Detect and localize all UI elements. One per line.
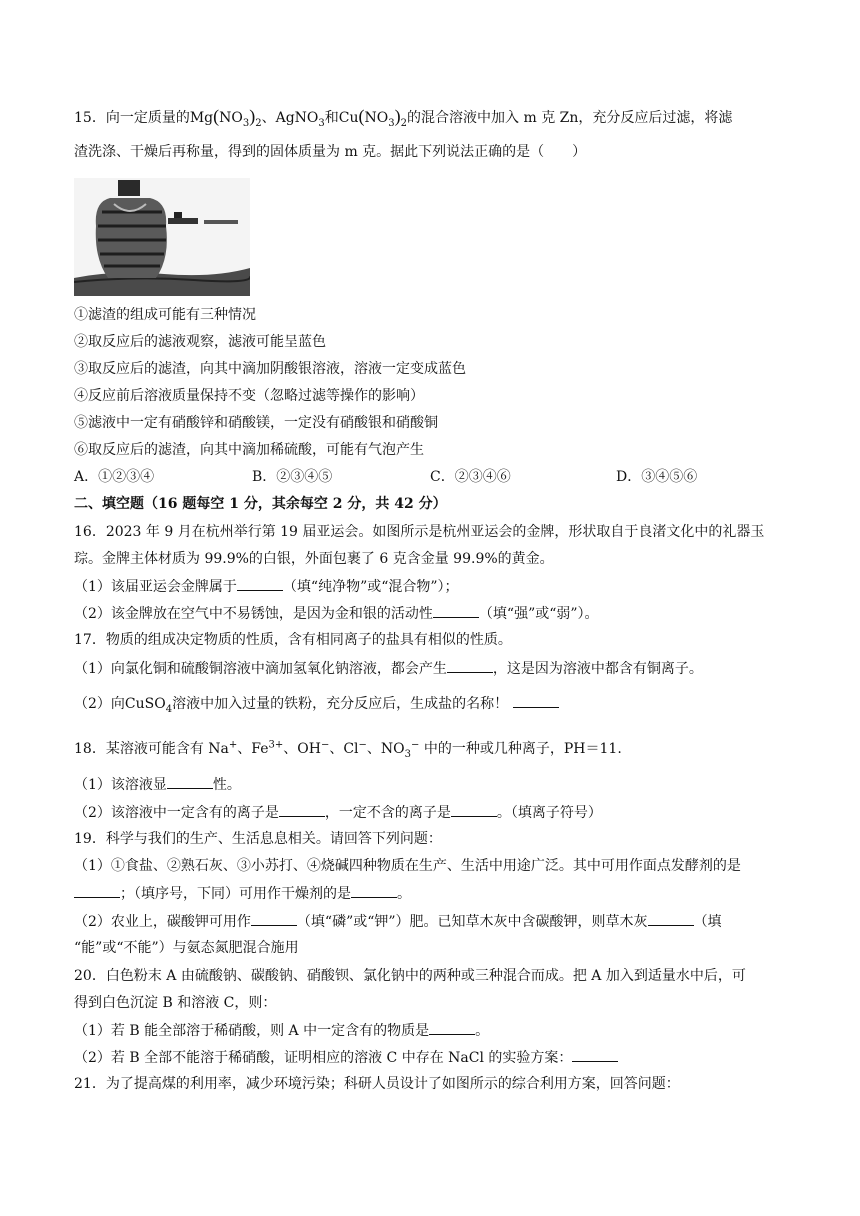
q16-line2: 琮。金牌主体材质为 99.9%的白银，外面包裹了 6 克含金量 99.9%的黄金。 bbox=[74, 551, 554, 567]
q20-sub2: （2）若 B 全部不能溶于稀硝酸，证明相应的溶液 C 中存在 NaCl 的实验方案： bbox=[74, 1047, 618, 1068]
answer-blank[interactable] bbox=[429, 1020, 475, 1035]
q15-line1: 15．向一定质量的$Mg(NO_3)_2$、AgNO$_3$和$Cu(NO_3)_2$的混合溶液中加入 m 克 Zn，充分反应后过滤，将滤 bbox=[74, 106, 733, 129]
q15-statement-2: ②取反应后的滤液观察，滤液可能呈蓝色 bbox=[74, 334, 326, 350]
q19-sub2-line1: （2）农业上，碳酸钾可用作 （填“磷”或“钾”）肥。已知草木灰中含碳酸钾，则草木灰 （填 bbox=[74, 911, 722, 932]
q15-statement-3: ③取反应后的滤渣，向其中滴加阴酸银溶液，溶液一定变成蓝色 bbox=[74, 361, 466, 377]
q16-sub1: （1）该届亚运会金牌属于 （填“纯净物”或“混合物”）； bbox=[74, 576, 459, 597]
answer-blank[interactable] bbox=[251, 911, 297, 926]
q15-statement-1: ①滤渣的组成可能有三种情况 bbox=[74, 307, 256, 323]
q16-sub2: （2）该金牌放在空气中不易锈蚀，是因为金和银的活动性 （填“强”或“弱”）。 bbox=[74, 603, 599, 624]
q15-statement-4: ④反应前后溶液质量保持不变（忽略过滤等操作的影响） bbox=[74, 388, 424, 404]
q20-sub1: （1）若 B 能全部溶于稀硝酸，则 A 中一定含有的物质是 。 bbox=[74, 1020, 489, 1041]
q17-sub2: （2）向CuSO$_4$溶液中加入过量的铁粉，充分反应后，生成盐的名称！ bbox=[74, 693, 559, 714]
q15-choice-a[interactable]: A．①②③④ bbox=[74, 469, 155, 485]
q17-line1: 17．物质的组成决定物质的性质，含有相同离子的盐具有相似的性质。 bbox=[74, 632, 512, 648]
q15-choice-b[interactable]: B．②③④⑤ bbox=[252, 469, 333, 485]
q15-line2: 渣洗涤、干燥后再称量，得到的固体质量为 m 克。据此下列说法正确的是（ ） bbox=[74, 144, 587, 160]
answer-blank[interactable] bbox=[167, 774, 213, 789]
q19-sub2-line2: “能”或“不能”）与氨态氮肥混合施用 bbox=[74, 940, 299, 956]
q20-line2: 得到白色沉淀 B 和溶液 C，则： bbox=[74, 995, 277, 1011]
q19-sub1-line1: （1）①食盐、②熟石灰、③小苏打、④烧碱四种物质在生产、生活中用途广泛。其中可用作面点发酵剂的是 bbox=[74, 858, 741, 874]
answer-blank[interactable] bbox=[279, 802, 325, 817]
answer-blank[interactable] bbox=[433, 603, 479, 618]
q19-line1: 19．科学与我们的生产、生活息息相关。请回答下列问题： bbox=[74, 831, 442, 847]
answer-blank[interactable] bbox=[513, 693, 559, 708]
q15-choice-d[interactable]: D．③④⑤⑥ bbox=[616, 469, 698, 485]
q15-statement-6: ⑥取反应后的滤渣，向其中滴加稀硫酸，可能有气泡产生 bbox=[74, 442, 424, 458]
vase-photo-image bbox=[74, 178, 250, 296]
q15-choice-c[interactable]: C．②③④⑥ bbox=[430, 469, 511, 485]
section-heading: 二、填空题（16 题每空 1 分，其余每空 2 分，共 42 分） bbox=[74, 496, 447, 512]
vase-photo bbox=[74, 178, 250, 296]
q16-line1: 16．2023 年 9 月在杭州举行第 19 届亚运会。如图所示是杭州亚运会的金牌，形状取自于良渚文化中的礼器玉 bbox=[74, 524, 765, 540]
q19-sub1-line2: ；（填序号，下同）可用作干燥剂的是 。 bbox=[74, 883, 411, 904]
q15-statement-5: ⑤滤液中一定有硝酸锌和硝酸镁，一定没有硝酸银和硝酸铜 bbox=[74, 415, 438, 431]
q18-line1: 18．某溶液可能含有 Na+、$Fe^{3+}$、OH−、Cl−、$NO_3^-$ 中的一种或几种离子，PH＝11. bbox=[74, 739, 622, 760]
answer-blank[interactable] bbox=[351, 883, 397, 898]
q20-line1: 20．白色粉末 A 由硫酸钠、碳酸钠、硝酸钡、氯化钠中的两种或三种混合而成。把 A 加入到适量水中后，可 bbox=[74, 968, 746, 984]
q21-line1: 21．为了提高煤的利用率，减少环境污染；科研人员设计了如图所示的综合利用方案，回答问题： bbox=[74, 1076, 680, 1092]
answer-blank[interactable] bbox=[237, 576, 283, 591]
answer-blank[interactable] bbox=[451, 802, 497, 817]
answer-blank[interactable] bbox=[572, 1047, 618, 1062]
q17-sub1: （1）向氯化铜和硫酸铜溶液中滴加氢氧化钠溶液，都会产生 ，这是因为溶液中都含有铜离子。 bbox=[74, 658, 703, 679]
q18-sub1: （1）该溶液显 性。 bbox=[74, 774, 241, 795]
answer-blank[interactable] bbox=[648, 911, 694, 926]
answer-blank[interactable] bbox=[447, 658, 493, 673]
answer-blank[interactable] bbox=[74, 883, 120, 898]
q18-sub2: （2）该溶液中一定含有的离子是 ，一定不含的离子是 。（填离子符号） bbox=[74, 802, 602, 823]
